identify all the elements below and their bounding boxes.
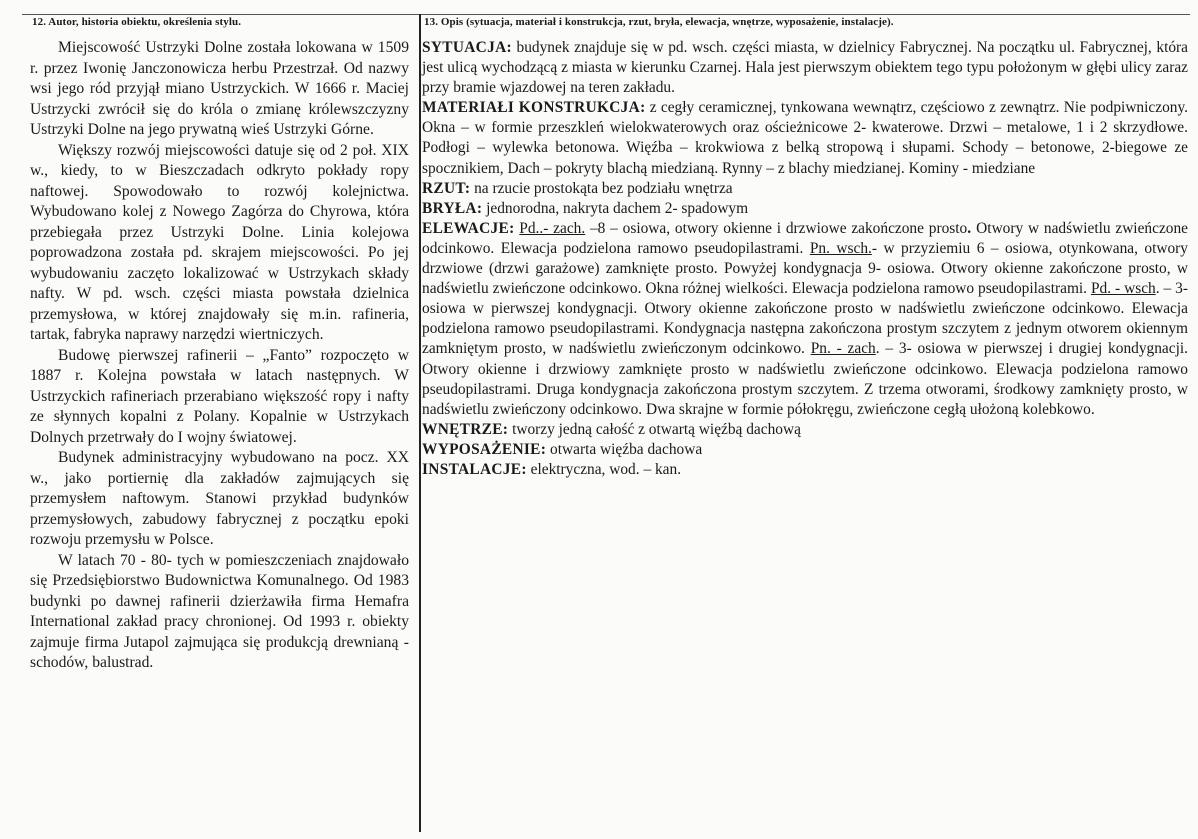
elevation-direction: Pd..- zach. [519, 219, 586, 237]
materialy-label: MATERIAŁI KONSTRUKCJA: [422, 99, 646, 117]
elevation-text: . – 3- osiowa w pierwszej i drugiej kondygnacji. Otwory okienne i drzwiowy zamknięte prosto w nadświetlu zwieńczone odcinkowo. Elewacja podzielona ramowo pseudopilastrami. Druga kondygnacja zakończona prostym szczytem. Z trzema otworami, środkowy zamknięty prosto, w nadświetlu zwieńczony odcinkowo. Dwa skrajne w formie półokręgu, zwieńczone cegłą ułożoną kolebkowo. [422, 340, 1188, 418]
materialy-entry [422, 98, 1188, 178]
elewacje-entry [422, 219, 1188, 420]
wyposazenie-text: otwarta więźba dachowa [546, 440, 703, 458]
elevation-direction: Pn. wsch. [809, 239, 872, 257]
history-paragraph: Miejscowość Ustrzyki Dolne została lokowana w 1509 r. przez Iwonię Janczonowicza herbu Przestrzał. Od nazwy wsi jego ród przyjął miano Ustrzyckich. W 1666 r. Maciej Ustrzycki zwrócił się do króla o zmianę królewszczyzny Ustrzyki Dolne na jego prywatną wieś Ustrzyki Górne. [30, 39, 409, 138]
sytuacja-entry [422, 38, 1188, 98]
bryla-label: BRYŁA: [422, 199, 483, 217]
history-paragraph: Większy rozwój miejscowości datuje się od 2 poł. XIX w., kiedy, to w Bieszczadach odkryto pokłady ropy naftowej. Spowodowało to rozwój kolejnictwa. Wybudowano kolej z Nowego Zagórza do Chyrowa, która przebiegała przez Ustrzyki Dolne. Linia kolejowa poprowadzona została pd. skrajem miejscowości. Po jej wybudowaniu zaczęto lokalizować w Ustrzykach składy nafty. W pd. wsch. części miasta powstała dzielnica przemysłowa, w której znajdowały się m.in. rafineria, tartak, fabryka naprawy narzędzi wiertniczych. [30, 141, 409, 343]
elevation-text: Otwory w nadświetlu zwieńczone odcinkowo. Elewacja podzielona ramowo pseudopilastrami. [422, 219, 1188, 257]
wnetrze-entry [422, 420, 1188, 440]
materialy-text: z cegły ceramicznej, tynkowana wewnątrz, częściowo z zewnątrz. Nie podpiwniczony. Okna – w formie przeszkleń wielokwaterowych oraz ościeżnicowe 2- kwaterowe. Drzwi – metalowe, 1 i 2 skrzydłowe. Podłogi – wylewka betonowa. Więźba – krokwiowa z belką stropową i słupami. Schody – betonowe, 2-biegowe ze spocznikiem, Dach – pokryty blachą miedzianą. Rynny – z blachy miedzianej. Kominy - miedziane [422, 99, 1189, 177]
top-rule [22, 14, 1190, 15]
bryla-entry [422, 199, 1188, 219]
rzut-entry [422, 179, 1188, 199]
elevation-text: –8 – osiowa, otwory okienne i drzwiowe zakończone prosto [585, 219, 968, 237]
wyposazenie-label: WYPOSAŻENIE: [422, 440, 547, 458]
wnetrze-text: tworzy jedną całość z otwartą więźbą dachową [508, 420, 801, 438]
sytuacja-text: budynek znajduje się w pd. wsch. części miasta, w dzielnicy Fabrycznej. Na początku ul. Fabrycznej, która jest ulicą wychodzącą z miasta w kierunku Czarnej. Hala jest pierwszym obiektem tego typu położonym w głębi ulicy zaraz przy bramie wjazdowej na teren zakładu. [422, 39, 1188, 97]
wnetrze-label: WNĘTRZE: [422, 420, 509, 438]
elevation-direction: Pd. - wsch [1090, 280, 1156, 298]
instalacje-label: INSTALACJE: [422, 460, 527, 478]
elevation-text: - w przyziemiu 6 – osiowa, otynkowana, otwory drzwiowe (drzwi garażowe) zamknięte prosto. Powyżej kondygnacja 9- osiowa. Otwory okienne zakończone prosto, w nadświetlu zwieńczone odcinkowo. Okna różnej wielkości. Elewacja podzielona ramowo pseudopilastrami. [422, 239, 1188, 298]
bryla-text: jednorodna, nakryta dachem 2- spadowym [482, 199, 749, 217]
instalacje-entry [422, 460, 1188, 480]
history-paragraph: Budynek administracyjny wybudowano na pocz. XX w., jako portiernię dla zakładów zajmujących się przemysłem naftowym. Stanowi przykład budynków przemysłowych, zabudowy fabrycznej z początku epoki rozwoju przemysłu w Polsce. [30, 449, 409, 548]
sytuacja-label: SYTUACJA: [422, 39, 512, 56]
rzut-label: RZUT: [422, 179, 471, 197]
history-paragraph: Budowę pierwszej rafinerii – „Fanto” rozpoczęto w 1887 r. Kolejna powstała w latach następnych. W Ustrzyckich rafineriach przerabiano większość ropy i nafty ze słynnych kopalni z Polany. Kopalnie w Ustrzykach Dolnych przetrwały do I wojny światowej. [30, 346, 409, 446]
history-paragraph: W latach 70 - 80- tych w pomieszczeniach znajdowało się Przedsiębiorstwo Budownictwa Komunalnego. Od 1983 budynki po dawnej rafinerii dzierżawiła firma Hemafra International zakład pracy chronionej. Od 1993 r. obiekty zajmuje firma Jutapol zajmująca się produkcją drewnianą - schodów, balustrad. [30, 551, 409, 671]
section-description [422, 16, 1188, 480]
column-divider [419, 14, 421, 832]
section-12-header: 12. Autor, historia obiektu, określenia stylu. [32, 16, 242, 28]
rzut-text: na rzucie prostokąta bez podziału wnętrza [470, 179, 733, 197]
document-sheet [22, 6, 1190, 832]
elevation-text: . – 3- osiowa w pierwszej kondygnacji. Otwory okienne zakończone prosto w nadświetlu zwieńczone odcinkowo. Elewacja podzielona ramowo pseudopilastrami. Kondygnacja następna zakończona prostym szczytem z jednym otworem okiennym zamkniętym prosto, w nadświetlu zwieńczonym odcinkowo. [422, 280, 1188, 358]
section-history [30, 16, 409, 674]
instalacje-text: elektryczna, wod. – kan. [526, 460, 682, 478]
elewacje-label: ELEWACJE: [422, 219, 515, 237]
elevation-direction: Pn. - zach [810, 340, 876, 358]
elevation-text: . [967, 219, 972, 237]
wyposazenie-entry [422, 440, 1188, 460]
section-13-header: 13. Opis (sytuacja, materiał i konstrukcja, rzut, bryła, elewacja, wnętrze, wyposażenie, instalacje). [424, 16, 894, 28]
